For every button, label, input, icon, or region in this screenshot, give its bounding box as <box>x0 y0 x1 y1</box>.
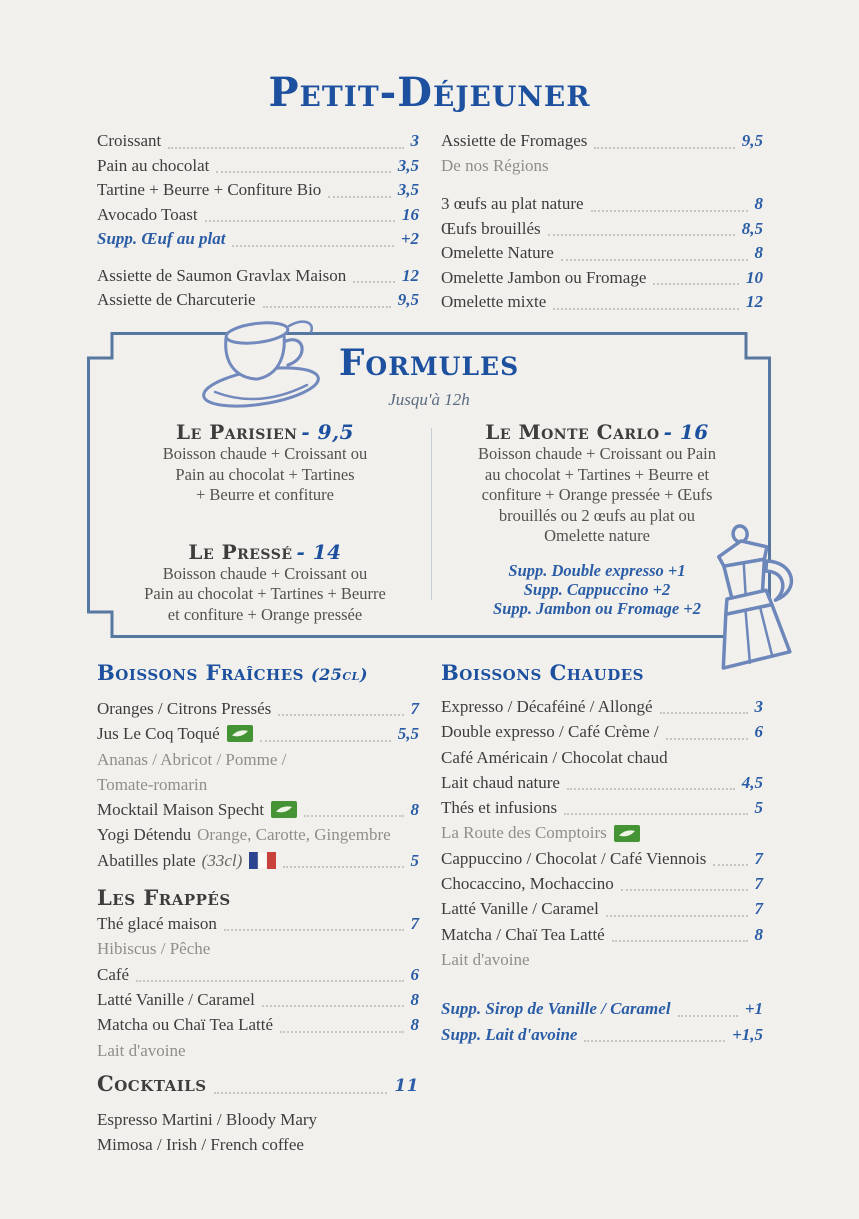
menu-item <box>97 178 419 203</box>
dotted-leader <box>283 866 403 868</box>
section-title-suffix: (25cl) <box>311 665 368 684</box>
bottom-right-column <box>441 660 763 1047</box>
formules-title: Formules <box>338 342 520 384</box>
item-price: 3,5 <box>397 180 419 199</box>
formule-desc-line: Omelette nature <box>544 526 650 545</box>
menu-item <box>441 871 763 896</box>
menu-item <box>441 896 763 921</box>
dotted-leader <box>713 864 747 866</box>
item-price: +2 <box>400 229 419 248</box>
item-name: Croissant <box>97 131 162 150</box>
item-subtitle: Lait d'avoine <box>97 1040 186 1060</box>
formule-supplement: Supp. Double expresso +1 <box>508 560 686 580</box>
dotted-leader <box>262 1005 404 1007</box>
breakfast-left-column <box>97 129 419 313</box>
menu-item <box>441 694 763 719</box>
menu-item <box>441 770 763 795</box>
item-name: Assiette de Charcuterie <box>97 290 256 309</box>
menu-item <box>97 822 419 847</box>
dotted-leader <box>280 1031 404 1033</box>
formule-desc-line: Boisson chaude + Croissant ou <box>162 444 368 463</box>
formule-desc-line: au chocolat + Tartines + Beurre et <box>484 464 710 484</box>
dotted-leader <box>584 1040 725 1042</box>
formule-desc-line: confiture + Orange pressée + Œufs <box>481 485 713 504</box>
dotted-leader <box>621 889 748 891</box>
menu-item-subtitle <box>441 154 763 179</box>
formule-desc-line: Pain au chocolat + Tartines <box>175 464 355 484</box>
menu-item <box>441 217 763 242</box>
eu-organic-icon <box>614 825 640 842</box>
item-price: 5,5 <box>397 724 419 744</box>
breakfast-right-column <box>441 129 763 315</box>
menu-item <box>441 846 763 871</box>
item-name: Thés et infusions <box>441 798 558 818</box>
section-title: Les Frappés <box>97 885 231 911</box>
menu-item <box>97 721 419 746</box>
dotted-leader <box>278 714 403 716</box>
menu-item <box>97 154 419 179</box>
menu-item <box>97 962 419 987</box>
dotted-leader <box>216 171 390 173</box>
menu-item <box>441 745 763 770</box>
item-price: 3 <box>754 697 763 716</box>
item-size: (33cl) <box>201 850 243 870</box>
item-name: 3 œufs au plat nature <box>441 194 584 213</box>
menu-item-supplement <box>441 996 763 1021</box>
dotted-leader <box>328 196 390 198</box>
item-price: 7 <box>410 699 419 718</box>
item-price: 12 <box>746 292 763 311</box>
menu-item <box>441 241 763 266</box>
item-price: 3,5 <box>397 155 419 175</box>
item-name: Omelette Nature <box>441 243 554 262</box>
item-name: Mimosa / Irish / French coffee <box>97 1135 304 1155</box>
formules-divider <box>431 428 432 600</box>
menu-item <box>97 848 419 873</box>
page-title: Petit-Déjeuner <box>268 69 591 116</box>
eu-organic-icon <box>271 801 297 818</box>
item-name: Double expresso / Café Crème / <box>441 722 659 742</box>
menu-item <box>441 129 763 154</box>
menu-item <box>441 795 763 820</box>
dotted-leader <box>591 210 748 212</box>
dotted-leader <box>353 281 395 283</box>
dotted-leader <box>567 788 735 790</box>
item-subtitle: La Route des Comptoirs <box>441 823 607 843</box>
menu-item <box>441 290 763 315</box>
formule-supplement: Supp. Cappuccino +2 <box>523 579 671 599</box>
item-name: Café Américain / Chocolat chaud <box>441 747 668 767</box>
french-flag-icon <box>249 852 276 869</box>
formule-desc-line: brouillés ou 2 œufs au plat ou <box>498 505 696 525</box>
menu-item <box>97 1012 419 1037</box>
dotted-leader <box>678 1015 738 1017</box>
formule-parisien-title <box>105 420 425 444</box>
dotted-leader <box>594 147 734 149</box>
cocktails-heading <box>97 1071 419 1099</box>
item-price: +1,5 <box>732 1024 763 1044</box>
item-subtitle: De nos Régions <box>441 155 549 175</box>
item-price: 3 <box>410 131 419 150</box>
formule-right-column <box>437 420 757 618</box>
item-price: 5 <box>410 850 419 870</box>
item-price: 8 <box>410 800 419 820</box>
dotted-leader <box>168 147 403 149</box>
formule-supplement: Supp. Jambon ou Fromage +2 <box>493 598 701 618</box>
bottom-left-column <box>97 660 419 1157</box>
section-title: Cocktails <box>97 1070 207 1096</box>
dotted-leader <box>653 283 739 285</box>
item-subtitle: Hibiscus / Pêche <box>97 939 211 959</box>
item-price: 11 <box>394 1075 419 1096</box>
dotted-leader <box>232 245 393 247</box>
item-subtitle: Orange, Carotte, Gingembre <box>197 825 391 845</box>
item-name: Omelette mixte <box>441 292 547 311</box>
formule-name: Le Pressé <box>188 539 293 564</box>
formule-left-column <box>105 420 425 625</box>
menu-item <box>97 987 419 1012</box>
item-name: Matcha ou Chaï Tea Latté <box>97 1015 273 1035</box>
menu-item-subtitle <box>97 1038 419 1063</box>
item-price: 16 <box>402 204 419 224</box>
item-name: Mocktail Maison Specht <box>97 800 265 820</box>
menu-item <box>97 797 419 822</box>
item-price: 6 <box>410 964 419 984</box>
dotted-leader <box>612 940 748 942</box>
item-price: 7 <box>754 899 763 919</box>
item-price: 8,5 <box>741 218 763 238</box>
item-subtitle: Ananas / Abricot / Pomme / <box>97 749 287 769</box>
menu-item <box>97 696 419 721</box>
item-price: 12 <box>402 265 419 285</box>
item-name: Supp. Lait d'avoine <box>441 1024 578 1044</box>
item-name: Espresso Martini / Bloody Mary <box>97 1109 318 1129</box>
menu-item-supplement <box>441 1022 763 1047</box>
formule-desc-line: + Beurre et confiture <box>195 485 335 504</box>
item-name: Yogi Détendu <box>97 825 192 845</box>
item-name: Latté Vanille / Caramel <box>97 989 255 1009</box>
item-price: +1 <box>744 999 763 1019</box>
item-price: 7 <box>754 848 763 868</box>
dotted-leader <box>660 712 748 714</box>
item-name: Supp. Sirop de Vanille / Caramel <box>441 999 671 1019</box>
item-price: 7 <box>754 874 763 894</box>
item-price: 9,5 <box>741 131 763 150</box>
dotted-leader <box>666 738 748 740</box>
item-price: 4,5 <box>741 772 763 792</box>
dotted-leader <box>553 308 739 310</box>
menu-item <box>97 203 419 228</box>
dotted-leader <box>224 929 404 931</box>
item-name: Pain au chocolat <box>97 155 210 175</box>
item-price: 6 <box>754 722 763 742</box>
menu-item <box>441 192 763 217</box>
item-price: 8 <box>754 194 763 213</box>
item-name: Assiette de Saumon Gravlax Maison <box>97 265 347 285</box>
menu-item <box>97 1107 419 1132</box>
formule-desc-line: Boisson chaude + Croissant ou Pain <box>477 444 716 463</box>
item-name: Abatilles plate <box>97 850 196 870</box>
item-name: Chocaccino, Mochaccino <box>441 874 614 894</box>
boissons-fraiches-heading <box>97 660 419 688</box>
menu-item <box>97 911 419 936</box>
item-name: Lait chaud nature <box>441 772 560 792</box>
formules-subtitle: Jusqu'à 12h <box>388 390 470 409</box>
menu-item <box>441 922 763 947</box>
dotted-leader <box>260 740 391 742</box>
section-title: Boissons Chaudes <box>441 660 644 685</box>
menu-item-subtitle <box>441 947 763 972</box>
menu-item-subtitle <box>97 936 419 961</box>
formule-name: Le Parisien <box>176 420 298 444</box>
formule-presse-title <box>105 540 425 564</box>
item-name: Expresso / Décaféiné / Allongé <box>441 697 653 716</box>
eu-organic-icon <box>227 725 253 742</box>
menu-item <box>441 266 763 291</box>
item-name: Thé glacé maison <box>97 914 217 934</box>
item-name: Café <box>97 964 130 984</box>
formule-price: - 9,5 <box>301 420 354 444</box>
formule-desc-line: et confiture + Orange pressée <box>167 604 363 624</box>
item-name: Assiette de Fromages <box>441 131 588 150</box>
formule-price: - 16 <box>663 420 709 444</box>
item-price: 9,5 <box>397 290 419 309</box>
menu-item <box>97 1132 419 1157</box>
menu-item-supplement <box>97 227 419 252</box>
dotted-leader <box>205 220 395 222</box>
item-name: Œufs brouillés <box>441 218 541 238</box>
item-name: Jus Le Coq Toqué <box>97 724 220 744</box>
item-price: 8 <box>754 924 763 944</box>
menu-item <box>441 719 763 744</box>
item-name: Avocado Toast <box>97 204 198 224</box>
item-name: Omelette Jambon ou Fromage <box>441 267 647 287</box>
item-subtitle: Tomate-romarin <box>97 774 208 794</box>
formule-desc-line: Pain au chocolat + Tartines + Beurre <box>144 584 386 603</box>
item-price: 10 <box>746 267 763 287</box>
frappes-heading <box>97 885 419 911</box>
item-subtitle: Lait d'avoine <box>441 949 530 969</box>
item-name: Matcha / Chaï Tea Latté <box>441 924 605 944</box>
item-price: 8 <box>754 243 763 262</box>
menu-item <box>97 129 419 154</box>
item-price: 8 <box>410 989 419 1009</box>
menu-item-subtitle <box>97 772 419 797</box>
dotted-leader <box>304 815 403 817</box>
item-name: Cappuccino / Chocolat / Café Viennois <box>441 848 707 868</box>
menu-item-subtitle <box>97 747 419 772</box>
item-price: 5 <box>754 798 763 818</box>
boissons-chaudes-heading <box>441 660 763 686</box>
item-name: Oranges / Citrons Pressés <box>97 699 272 718</box>
menu-item-subtitle <box>441 820 763 845</box>
formule-name: Le Monte Carlo <box>485 420 660 444</box>
formule-monte-carlo-title <box>437 420 757 444</box>
dotted-leader <box>214 1092 388 1094</box>
menu-item <box>97 264 419 289</box>
item-price: 7 <box>410 914 419 934</box>
dotted-leader <box>561 259 748 261</box>
dotted-leader <box>606 915 748 917</box>
item-name: Supp. Œuf au plat <box>97 229 226 248</box>
item-price: 8 <box>410 1015 419 1035</box>
dotted-leader <box>136 980 403 982</box>
dotted-leader <box>548 234 735 236</box>
section-title: Boissons Fraîches <box>97 660 304 685</box>
formule-desc-line: Boisson chaude + Croissant ou <box>162 563 368 583</box>
dotted-leader <box>564 813 747 815</box>
item-name: Tartine + Beurre + Confiture Bio <box>97 180 322 199</box>
formule-price: - 14 <box>296 539 342 564</box>
item-name: Latté Vanille / Caramel <box>441 899 599 919</box>
